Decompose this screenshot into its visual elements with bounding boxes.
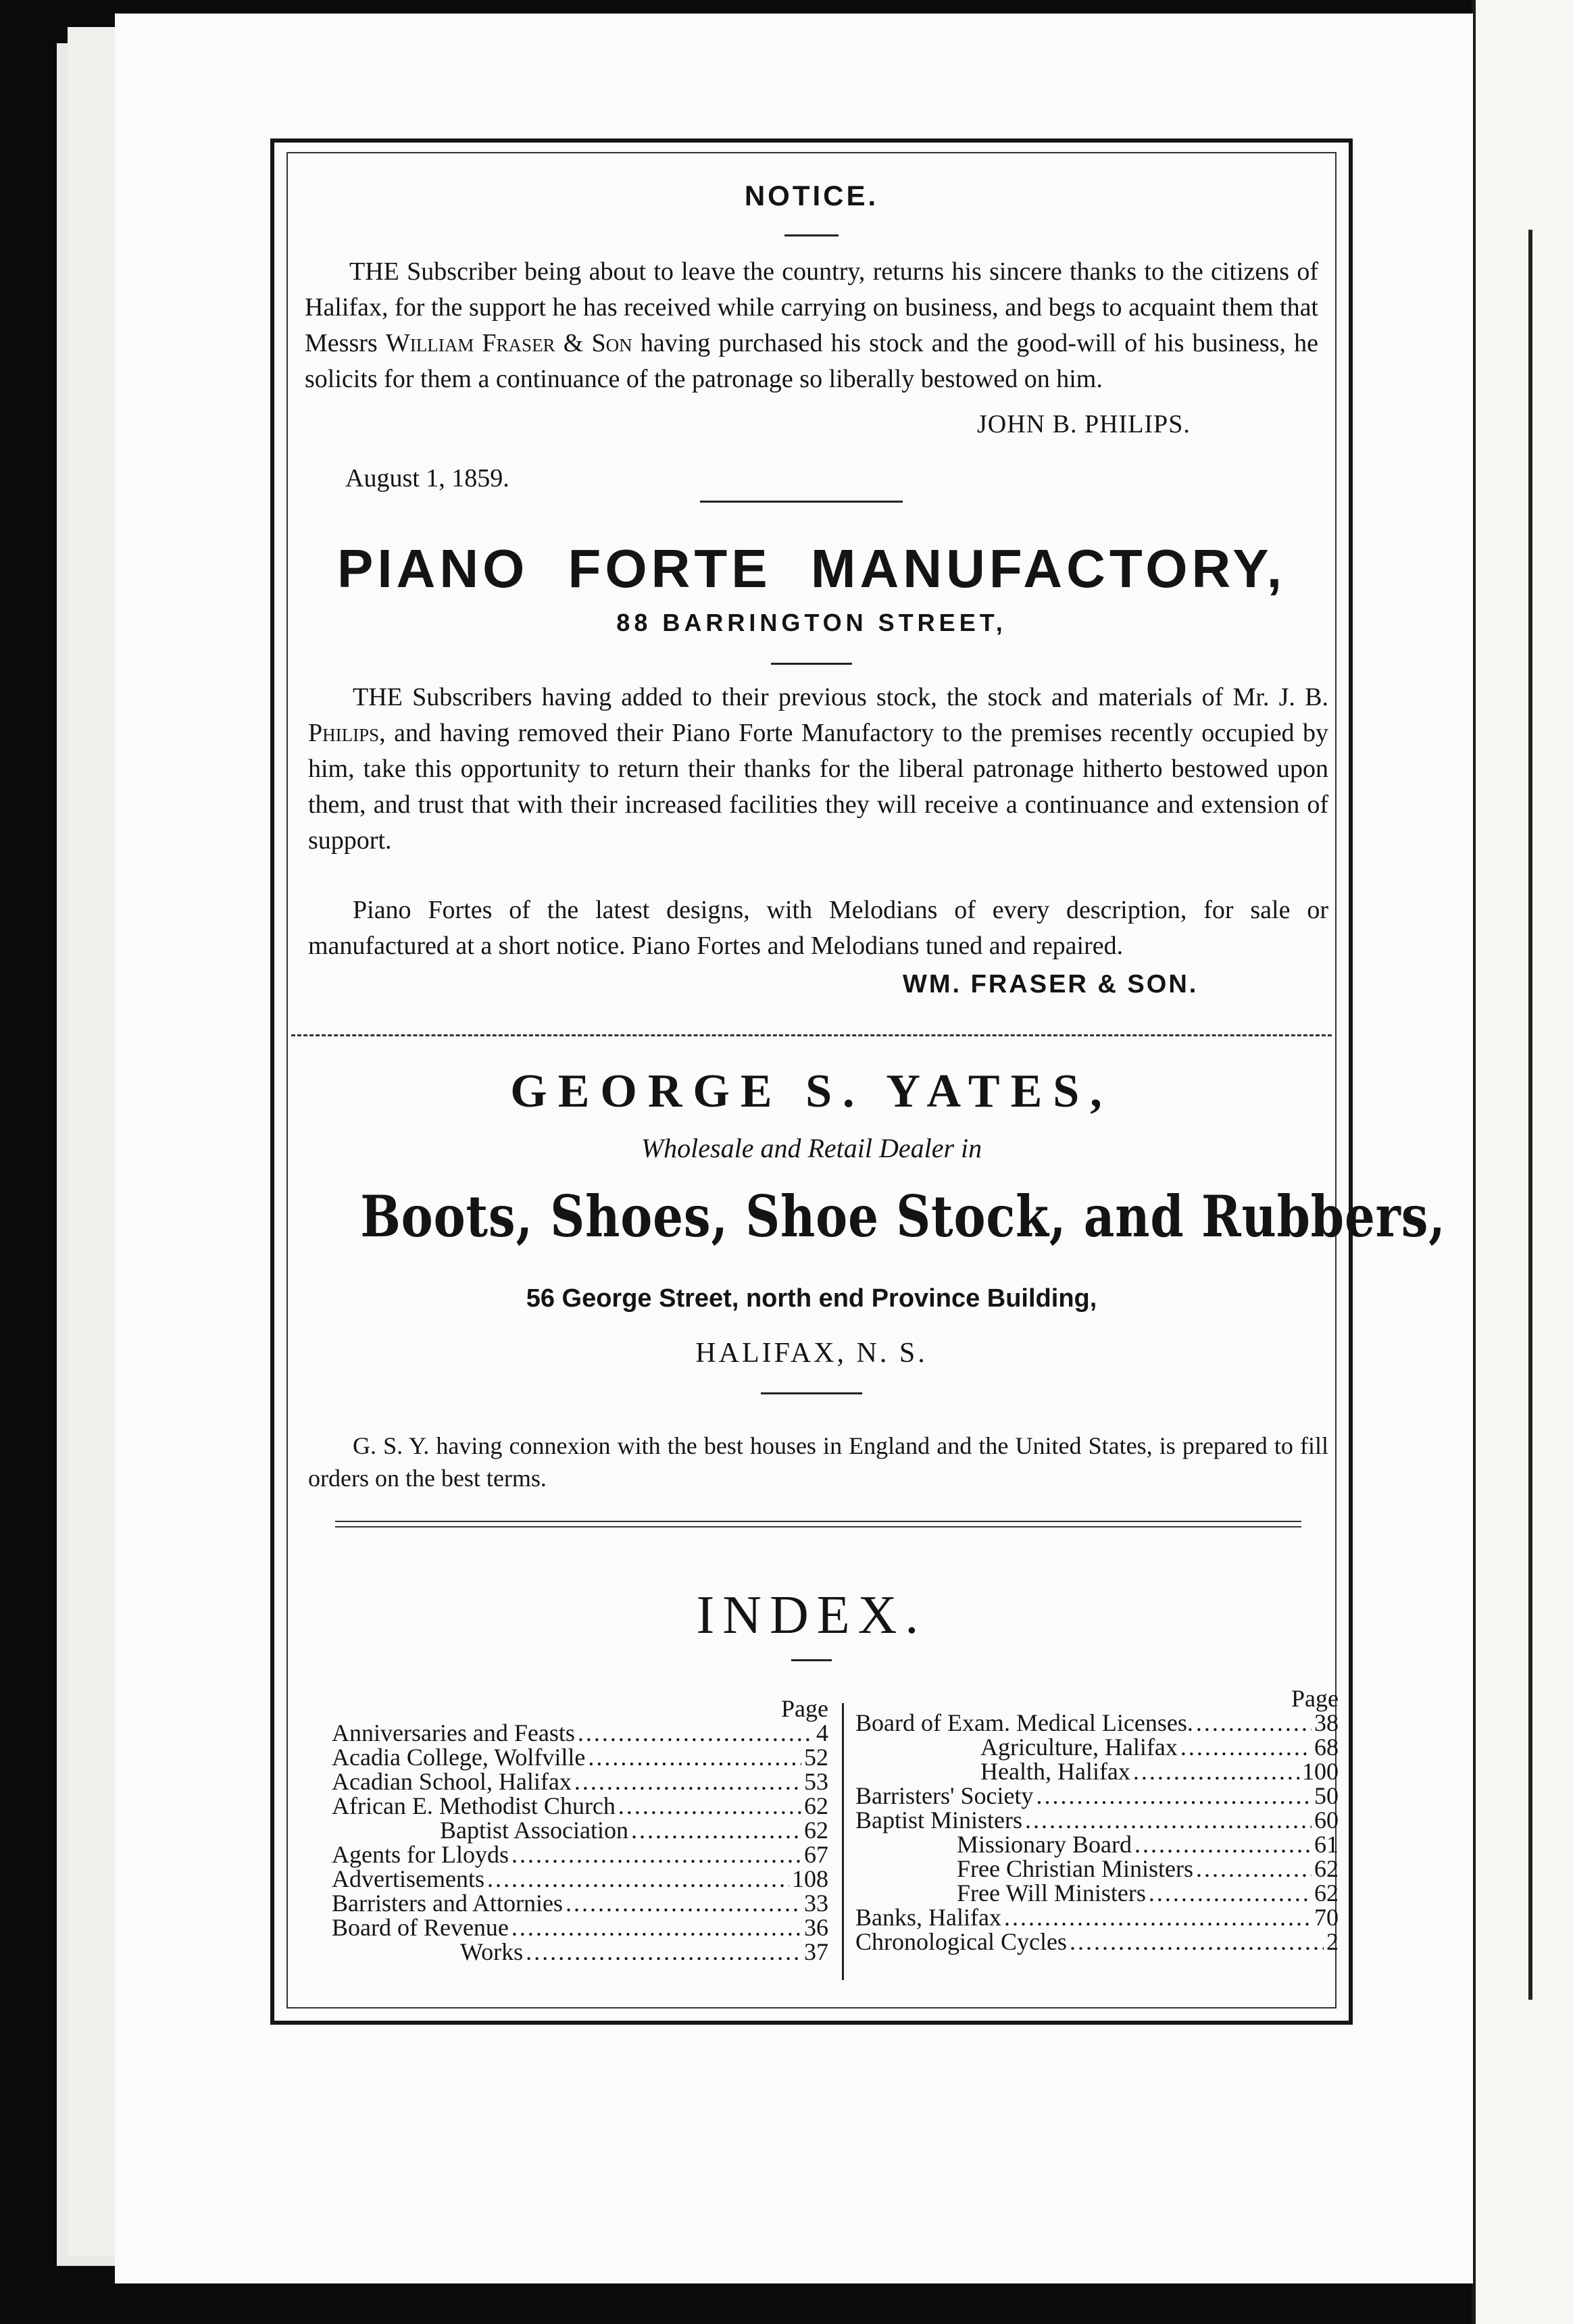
piano-signature: WM. FRASER & SON.: [903, 970, 1199, 999]
index-leader-dots: [588, 1745, 801, 1769]
index-entry-label: Health, Halifax: [980, 1758, 1130, 1785]
index-entry-label: Acadian School, Halifax: [332, 1768, 572, 1795]
index-leader-dots: [1004, 1905, 1312, 1929]
notice-date: August 1, 1859.: [345, 464, 509, 492]
index-leader-dots: [1025, 1808, 1312, 1832]
index-entry-label: Agriculture, Halifax: [980, 1734, 1178, 1761]
index-leader-dots: [1133, 1759, 1299, 1784]
index-entry-page: 38: [1314, 1709, 1339, 1736]
index-entry: [855, 1784, 1339, 1808]
index-entry: [855, 1929, 1339, 1954]
index-entry-label: Missionary Board: [957, 1831, 1132, 1858]
index-entry-page: 36: [804, 1914, 828, 1941]
index-leader-dots: [631, 1818, 801, 1842]
index-entry-page: 108: [792, 1865, 828, 1892]
index-leader-dots: [487, 1867, 789, 1891]
index-leader-dots: [618, 1794, 801, 1818]
index-entry: [855, 1832, 1339, 1856]
index-entry: [332, 1842, 828, 1867]
index-entry: [332, 1721, 828, 1745]
notice-body-start: THE Subscriber being about to leave the country, returns his sincere thanks to the citizens of Halifax, for the support he has received while carrying on business, and begs to acquaint them that Messrs: [305, 257, 1318, 357]
yates-goods: Boots, Shoes, Shoe Stock, and Rubbers,: [360, 1183, 1446, 1250]
notice-title: NOTICE.: [744, 180, 879, 211]
index-entry-label: Baptist Ministers: [855, 1807, 1023, 1834]
index-leader-dots: [1070, 1929, 1324, 1954]
index-entry-page: 53: [804, 1768, 828, 1795]
index-entry-page: 60: [1314, 1807, 1339, 1834]
index-leader-dots: [1134, 1832, 1312, 1856]
yates-title: GEORGE S. YATES,: [510, 1065, 1113, 1117]
index-leader-dots: [578, 1721, 814, 1745]
index-entry-page: 2: [1326, 1928, 1339, 1955]
index-entry-label: Free Will Ministers: [957, 1879, 1146, 1906]
notice-body-end: having purchased his stock and the good-will of his business, he solicits for them a continuance of the patronage so liberally bestowed on him.: [305, 329, 1318, 393]
piano-street: 88 BARRINGTON STREET,: [616, 609, 1007, 636]
index-entry: [855, 1905, 1339, 1929]
index-right-column: [855, 1686, 1339, 1954]
index-entry: [332, 1769, 828, 1794]
index-entry: [332, 1940, 828, 1964]
index-entry-page: 33: [804, 1890, 828, 1917]
yates-note: G. S. Y. having connexion with the best houses in England and the United States, is prepared to fill orders on the best terms.: [308, 1432, 1328, 1492]
index-entry-page: 68: [1314, 1734, 1339, 1761]
facing-page-rule: [1528, 230, 1532, 2000]
yates-address: 56 George Street, north end Province Building,: [526, 1284, 1097, 1313]
notice-signature: JOHN B. PHILIPS.: [977, 410, 1191, 438]
index-entry-label: Banks, Halifax: [855, 1904, 1001, 1931]
index-entry-label: Anniversaries and Feasts: [332, 1719, 575, 1746]
index-entry-page: 100: [1302, 1758, 1339, 1785]
piano-paragraph-1-start: THE Subscribers having added to their previous stock, the stock and materials of Mr. J. B.: [353, 683, 1328, 711]
index-entry: [855, 1735, 1339, 1759]
index-leader-dots: [1196, 1856, 1312, 1881]
index-entry-label: Barristers' Society: [855, 1782, 1034, 1809]
index-entry-page: 62: [1314, 1879, 1339, 1906]
yates-separator: [335, 1521, 1301, 1527]
index-entry-page: 37: [804, 1938, 828, 1965]
index-entry: [855, 1881, 1339, 1905]
index-entry-label: Free Christian Ministers: [957, 1855, 1193, 1882]
index-left-page-heading: Page: [781, 1695, 828, 1722]
piano-paragraph-1-end: , and having removed their Piano Forte Manufactory to the premises recently occupied by him, take this opportunity to return their thanks for the liberal patronage hitherto bestowed upon them, and trust that with their increased facilities they will receive a continuance and extension of support.: [308, 719, 1328, 855]
index-leader-dots: [511, 1915, 801, 1940]
index-entry: [855, 1759, 1339, 1784]
index-entry: [332, 1867, 828, 1891]
index-entry-page: 67: [804, 1841, 828, 1868]
index-entry-label: Advertisements: [332, 1865, 484, 1892]
piano-paragraph-1: [308, 680, 1328, 859]
piano-paragraph-2: Piano Fortes of the latest designs, with Melodians of every description, for sale or manufactured at a short notice. Piano Fortes and Melodians tuned and repaired.: [308, 896, 1328, 960]
index-entry-page: 50: [1314, 1782, 1339, 1809]
yates-subtitle: Wholesale and Retail Dealer in: [641, 1133, 982, 1163]
index-entry-label: Chronological Cycles: [855, 1928, 1067, 1955]
index-leader-dots: [526, 1940, 801, 1964]
index-left-column: [332, 1696, 828, 1964]
index-entry: [855, 1711, 1339, 1735]
piano-title: PIANO FORTE MANUFACTORY,: [336, 538, 1287, 599]
index-leader-dots: [566, 1891, 801, 1915]
index-leader-dots: [1180, 1735, 1312, 1759]
index-entry: [332, 1794, 828, 1818]
index-leader-dots: [1149, 1881, 1312, 1905]
index-entry-label: Board of Revenue: [332, 1914, 509, 1941]
index-entry-label: Works: [460, 1938, 524, 1965]
index-entry: [332, 1891, 828, 1915]
index-entry-page: 61: [1314, 1831, 1339, 1858]
index-entry: [855, 1808, 1339, 1832]
facing-page-edge: [1472, 0, 1573, 2324]
index-entry: [855, 1856, 1339, 1881]
index-leader-dots: [1196, 1711, 1312, 1735]
piano-street-rule: [771, 663, 852, 665]
yates-city-rule: [761, 1392, 862, 1394]
index-entry-label: Agents for Lloyds: [332, 1841, 509, 1868]
notice-separator: [700, 501, 903, 503]
index-entry-label: Board of Exam. Medical Licenses.: [855, 1709, 1193, 1736]
index-right-page-heading: Page: [1291, 1685, 1339, 1712]
index-entry-page: 52: [804, 1744, 828, 1771]
index-leader-dots: [1036, 1784, 1312, 1808]
notice-title-rule: [784, 234, 839, 236]
index-title: INDEX.: [696, 1586, 927, 1645]
index-entry-page: 70: [1314, 1904, 1339, 1931]
index-leader-dots: [511, 1842, 801, 1867]
index-entry: [332, 1915, 828, 1940]
piano-paragraph-1-name: Philips: [308, 719, 380, 747]
index-entry-page: 4: [816, 1719, 828, 1746]
index-entry-label: Barristers and Attornies: [332, 1890, 563, 1917]
index-entry-page: 62: [804, 1792, 828, 1819]
index-entry-label: African E. Methodist Church: [332, 1792, 616, 1819]
index-leader-dots: [574, 1769, 801, 1794]
index-entry-page: 62: [804, 1817, 828, 1844]
index-entry-page: 62: [1314, 1855, 1339, 1882]
index-column-divider: [842, 1703, 844, 1980]
index-entry: [332, 1745, 828, 1769]
advertisement-frame: [270, 138, 1446, 2025]
index-entry: [332, 1818, 828, 1842]
yates-city: HALIFAX, N. S.: [695, 1338, 928, 1369]
notice-body-firm: William Fraser & Son: [385, 329, 632, 357]
index-entry-label: Baptist Association: [440, 1817, 628, 1844]
notice-body: [305, 254, 1318, 397]
piano-separator: [291, 1034, 1332, 1036]
index-title-rule: [791, 1659, 832, 1661]
index-entry-label: Acadia College, Wolfville: [332, 1744, 586, 1771]
